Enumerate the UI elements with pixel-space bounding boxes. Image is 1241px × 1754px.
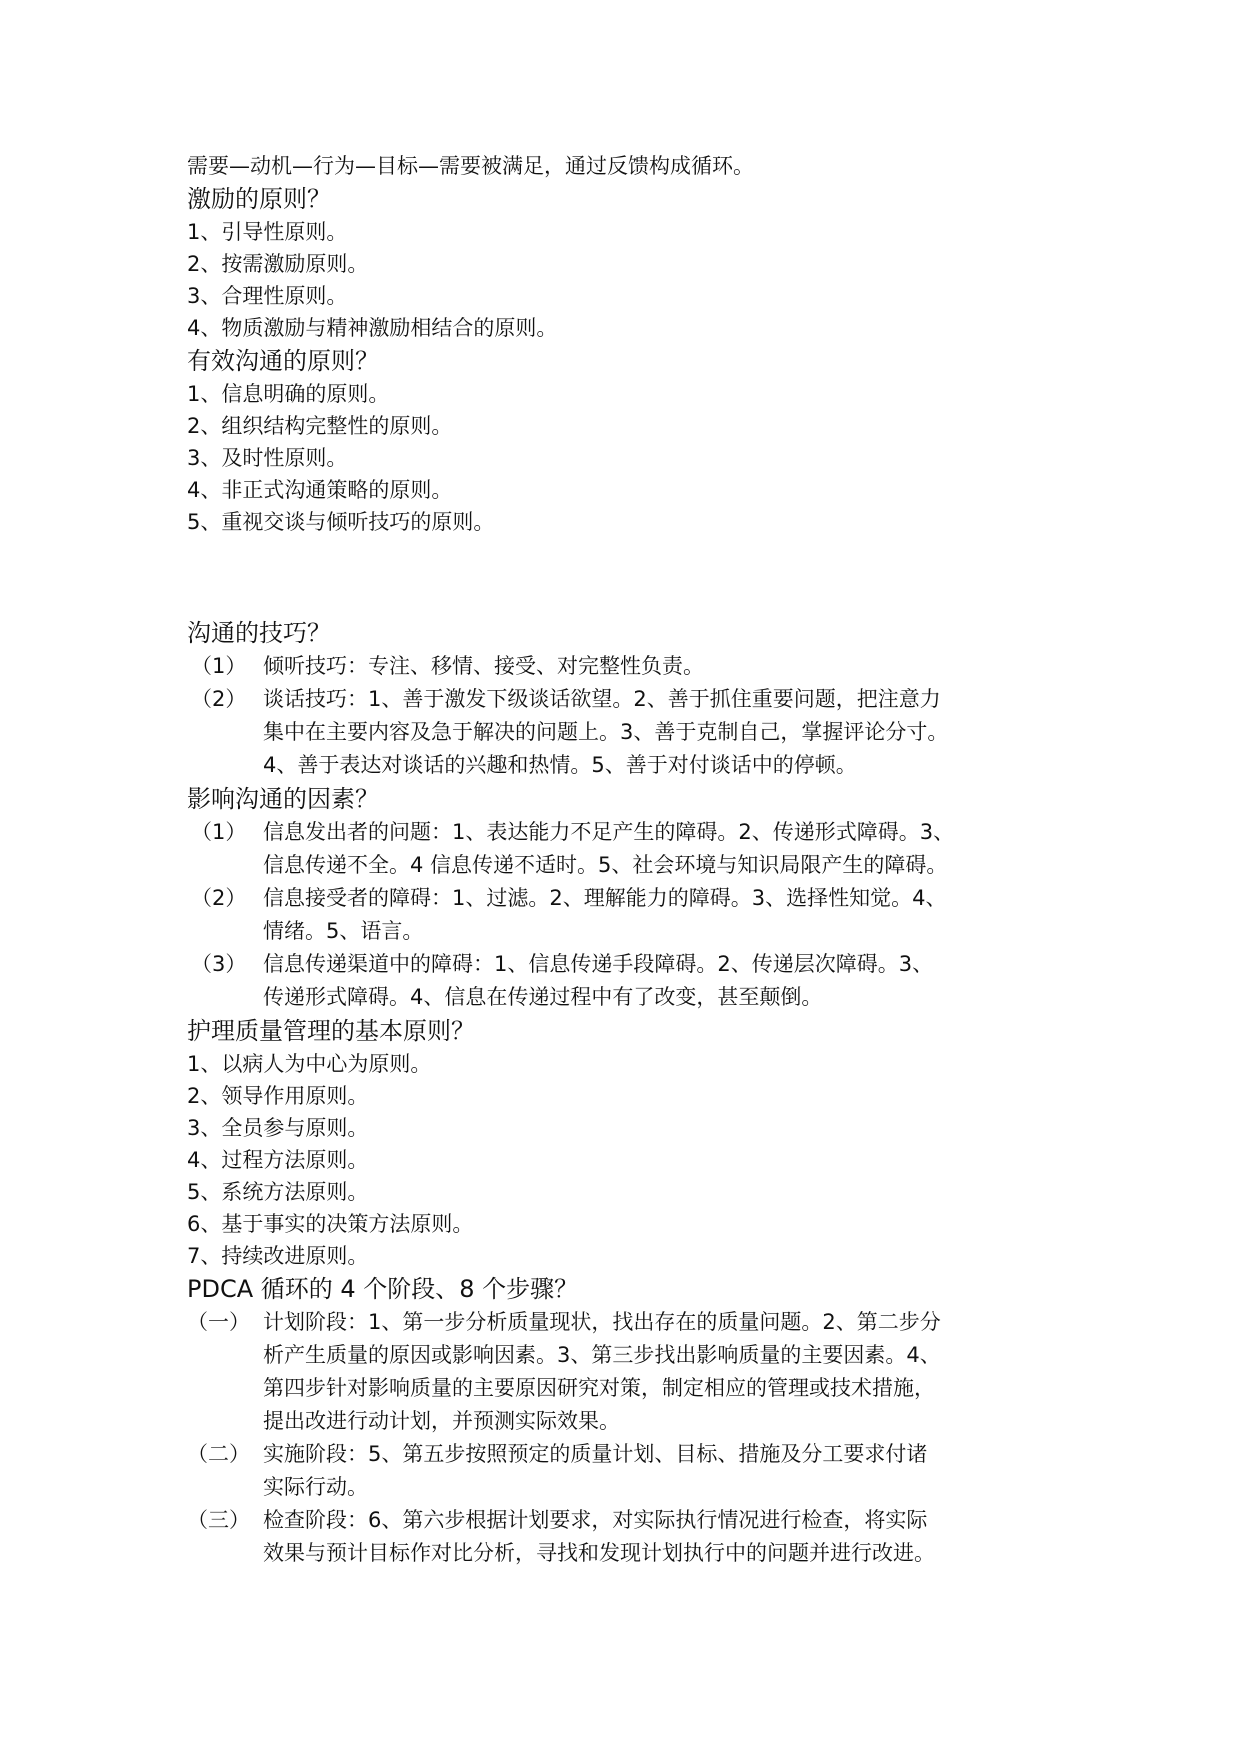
item-number: （一） (187, 1310, 250, 1334)
item-line: 倾听技巧：专注、移情、接受、对完整性负责。 (263, 654, 704, 678)
comm-factors-item (187, 948, 1067, 1014)
item-line: 4、善于表达对谈话的兴趣和热情。5、善于对付谈话中的停顿。 (263, 753, 857, 777)
pdca-heading: PDCA 循环的 4 个阶段、8 个步骤？ (187, 1275, 579, 1303)
pdca-item (187, 1438, 1067, 1504)
effective-comm-item: 2、组织结构完整性的原则。 (187, 414, 453, 438)
item-line: 第四步针对影响质量的主要原因研究对策，制定相应的管理或技术措施， (263, 1376, 935, 1400)
item-line: 检查阶段：6、第六步根据计划要求，对实际执行情况进行检查，将实际 (263, 1508, 928, 1532)
item-line: 信息传递不全。4 信息传递不适时。5、社会环境与知识局限产生的障碍。 (263, 853, 948, 877)
item-line: 集中在主要内容及急于解决的问题上。3、善于克制自己，掌握评论分寸。 (263, 720, 949, 744)
comm-skills-item (187, 650, 1067, 683)
effective-comm-item: 5、重视交谈与倾听技巧的原则。 (187, 510, 495, 534)
item-number: （三） (187, 1508, 250, 1532)
incentive-item: 4、物质激励与精神激励相结合的原则。 (187, 316, 558, 340)
quality-principles-item: 2、领导作用原则。 (187, 1084, 369, 1108)
item-line: 谈话技巧：1、善于激发下级谈话欲望。2、善于抓住重要问题，把注意力 (263, 687, 941, 711)
item-line: 信息接受者的障碍：1、过滤。2、理解能力的障碍。3、选择性知觉。4、 (263, 886, 947, 910)
effective-comm-item: 1、信息明确的原则。 (187, 382, 390, 406)
quality-principles-item: 3、全员参与原则。 (187, 1116, 369, 1140)
pdca-item (187, 1306, 1067, 1438)
effective-comm-item: 3、及时性原则。 (187, 446, 348, 470)
comm-factors-item (187, 816, 1067, 882)
comm-factors-item (187, 882, 1067, 948)
item-line: 传递形式障碍。4、信息在传递过程中有了改变，甚至颠倒。 (263, 985, 823, 1009)
item-number: （1） (191, 820, 247, 844)
item-number: （3） (191, 952, 247, 976)
item-number: （二） (187, 1442, 250, 1466)
incentive-heading: 激励的原则？ (187, 185, 331, 213)
quality-principles-item: 6、基于事实的决策方法原则。 (187, 1212, 474, 1236)
item-line: 信息传递渠道中的障碍：1、信息传递手段障碍。2、传递层次障碍。3、 (263, 952, 934, 976)
quality-principles-item: 4、过程方法原则。 (187, 1148, 369, 1172)
incentive-item: 1、引导性原则。 (187, 220, 348, 244)
quality-principles-heading: 护理质量管理的基本原则？ (187, 1017, 475, 1045)
quality-principles-item: 7、持续改进原则。 (187, 1244, 369, 1268)
item-line: 析产生质量的原因或影响因素。3、第三步找出影响质量的主要因素。4、 (263, 1343, 941, 1367)
comm-factors-heading: 影响沟通的因素？ (187, 785, 379, 813)
item-number: （2） (191, 886, 247, 910)
comm-skills-heading: 沟通的技巧？ (187, 619, 331, 647)
comm-skills-item (187, 683, 1067, 782)
quality-principles-item: 5、系统方法原则。 (187, 1180, 369, 1204)
incentive-item: 3、合理性原则。 (187, 284, 348, 308)
item-line: 实施阶段：5、第五步按照预定的质量计划、目标、措施及分工要求付诸 (263, 1442, 928, 1466)
document-page (187, 150, 1067, 1570)
pdca-item (187, 1504, 1067, 1570)
incentive-item: 2、按需激励原则。 (187, 252, 369, 276)
effective-comm-heading: 有效沟通的原则？ (187, 347, 379, 375)
item-number: （2） (191, 687, 247, 711)
item-line: 实际行动。 (263, 1475, 368, 1499)
section-spacer (187, 538, 1067, 616)
effective-comm-item: 4、非正式沟通策略的原则。 (187, 478, 453, 502)
item-line: 计划阶段：1、第一步分析质量现状，找出存在的质量问题。2、第二步分 (263, 1310, 941, 1334)
quality-principles-item: 1、以病人为中心为原则。 (187, 1052, 432, 1076)
item-line: 情绪。5、语言。 (263, 919, 424, 943)
item-line: 效果与预计目标作对比分析，寻找和发现计划执行中的问题并进行改进。 (263, 1541, 935, 1565)
item-number: （1） (191, 654, 247, 678)
intro-line: 需要—动机—行为—目标—需要被满足，通过反馈构成循环。 (187, 154, 754, 178)
item-line: 信息发出者的问题：1、表达能力不足产生的障碍。2、传递形式障碍。3、 (263, 820, 955, 844)
item-line: 提出改进行动计划，并预测实际效果。 (263, 1409, 620, 1433)
